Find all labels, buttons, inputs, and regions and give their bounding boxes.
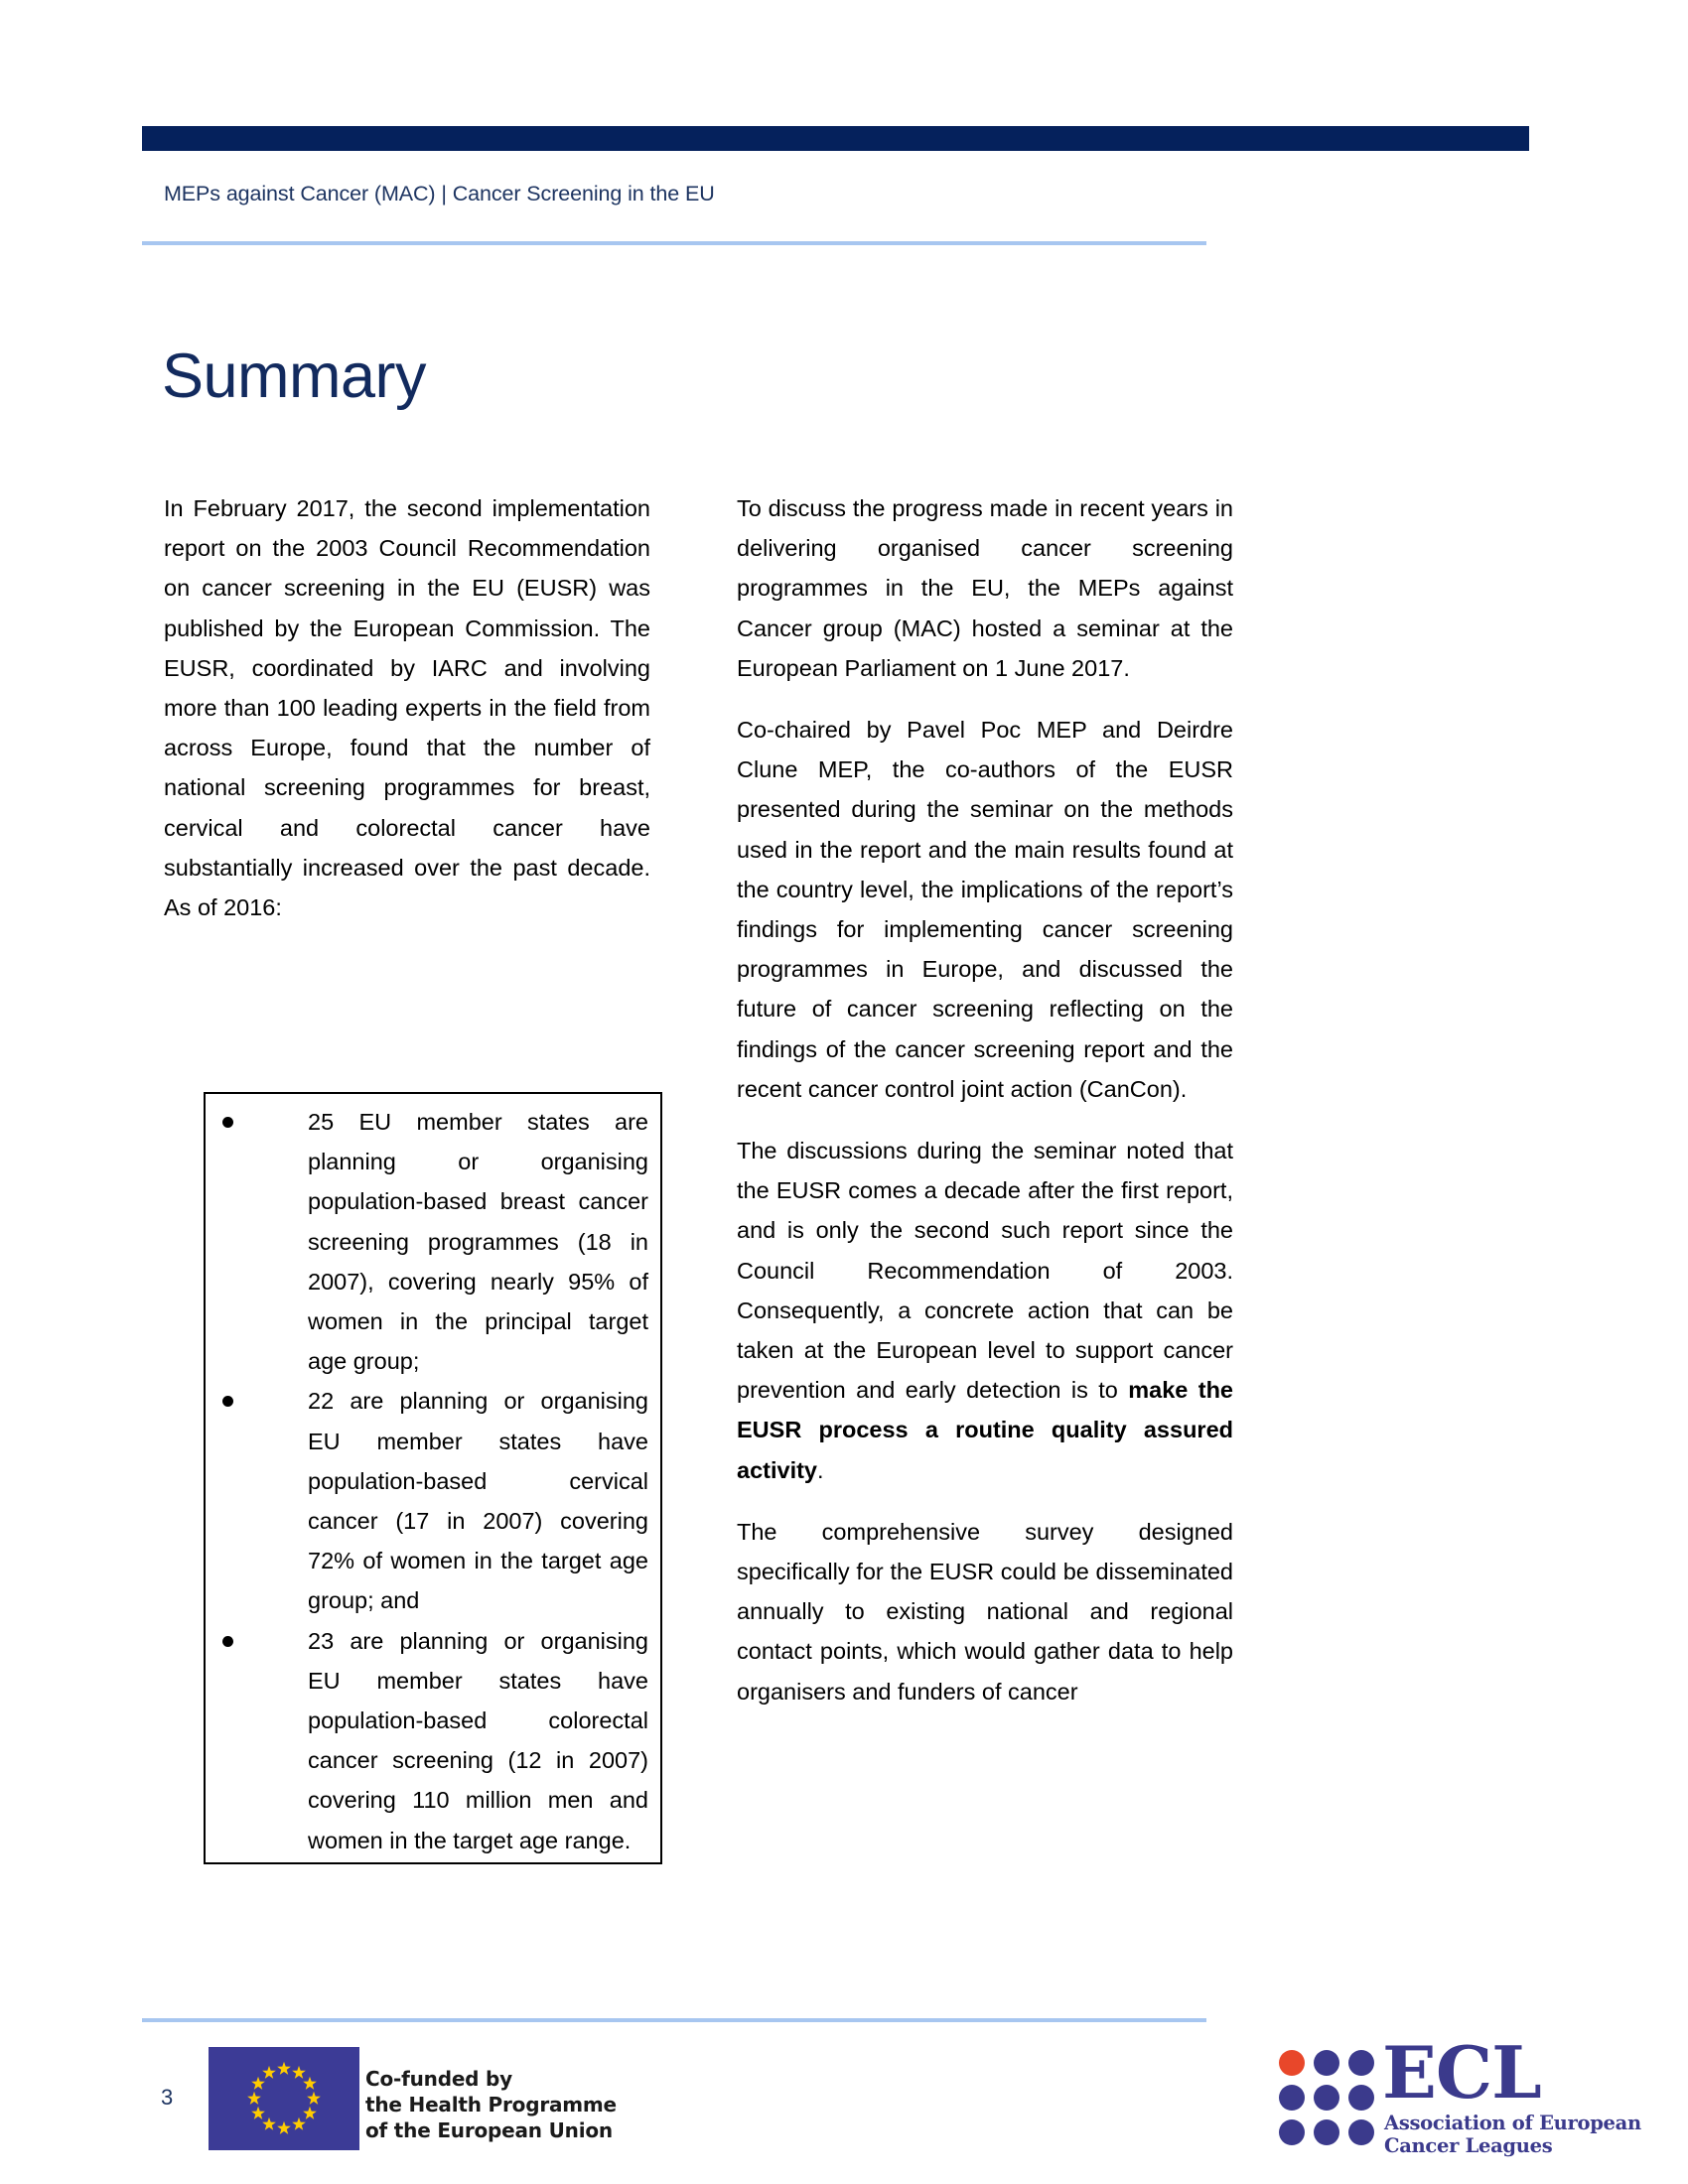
ecl-tagline-line-2: Cancer Leagues (1384, 2134, 1553, 2157)
ecl-tagline-line-1: Association of European (1384, 2112, 1641, 2134)
right-paragraph-2: Co-chaired by Pavel Poc MEP and Deirdre Clune MEP, the co-authors of the EUSR presented during the seminar on the methods used in the report and the main results found at the country level, the implications of the report’s findings for implementing cancer screening programmes in Europe, and discussed the future of cancer screening reflecting on the findings of the cancer screening report and the recent cancer control joint action (CanCon). (737, 717, 1233, 1102)
right-paragraph-4: The comprehensive survey designed specifically for the EUSR could be disseminated annually to existing national and regional contact points, which would gather data to help organisers and funders of cancer (737, 1518, 1233, 1705)
left-column (164, 488, 650, 927)
right-column (737, 488, 1233, 1711)
breadcrumb: MEPs against Cancer (MAC) | Cancer Screening in the EU (164, 182, 715, 205)
ecl-dot (1348, 2085, 1374, 2111)
right-paragraph-3 (737, 1131, 1233, 1490)
list-item-text: 23 are planning or organising EU member states have population-based colorectal cancer screening (12 in 2007) covering 110 million men and women in the target age range. (308, 1627, 648, 1853)
ecl-logo (1279, 2030, 1641, 2157)
ecl-wordmark: ECL (1382, 2030, 1541, 2115)
bullet-dot-icon (222, 1636, 233, 1647)
eu-funding-line-3: of the European Union (365, 2118, 613, 2142)
ecl-dot-grid-icon (1279, 2050, 1374, 2145)
list-item-text: 22 are planning or organising EU member states have population-based cervical cancer (17 in 2007) covering 72% of women in the target age group; and (308, 1388, 648, 1614)
footer-divider (142, 2018, 1206, 2022)
ecl-dot (1314, 2050, 1339, 2076)
eu-flag-logo (209, 2047, 359, 2150)
ecl-dot (1348, 2050, 1374, 2076)
ecl-tagline (1384, 2112, 1641, 2157)
page-title: Summary (162, 341, 427, 411)
header-accent-bar (142, 126, 1529, 151)
key-figures-box (204, 1092, 662, 1864)
ecl-dot (1314, 2119, 1339, 2145)
eu-funding-line-1: Co-funded by (365, 2067, 513, 2091)
list-item (206, 1102, 660, 1381)
list-item (206, 1621, 660, 1860)
right-paragraph-3-tail: . (817, 1456, 824, 1483)
eu-stars-icon (209, 2047, 359, 2150)
ecl-dot (1348, 2119, 1374, 2145)
header-divider (142, 241, 1206, 245)
key-figures-list (206, 1102, 660, 1860)
left-paragraph-1: In February 2017, the second implementation report on the 2003 Council Recommendation on cancer screening in the EU (EUSR) was published by the European Commission. The EUSR, coordinated by IARC and involving more than 100 leading experts in the field from across Europe, found that the number of national screening programmes for breast, cervical and colorectal cancer have substantially increased over the past decade. As of 2016: (164, 495, 650, 921)
eu-funding-line-2: the Health Programme (365, 2093, 617, 2116)
list-item (206, 1381, 660, 1620)
ecl-dot (1314, 2085, 1339, 2111)
eu-funding-statement (365, 2066, 617, 2143)
bullet-dot-icon (222, 1117, 233, 1128)
ecl-dot (1279, 2085, 1305, 2111)
list-item-text: 25 EU member states are planning or organising population-based breast cancer screening programmes (18 in 2007), covering nearly 95% of women in the principal target age group; (308, 1109, 648, 1375)
bullet-dot-icon (222, 1396, 233, 1407)
right-paragraph-1: To discuss the progress made in recent years in delivering organised cancer screening programmes in the EU, the MEPs against Cancer group (MAC) hosted a seminar at the European Parliament on 1 June 2017. (737, 495, 1233, 681)
page-number: 3 (161, 2085, 174, 2110)
ecl-dot-highlight (1279, 2050, 1305, 2076)
right-paragraph-3-emphasis: make the EUSR process a routine quality assured activity (737, 1377, 1233, 1483)
ecl-dot (1279, 2119, 1305, 2145)
right-paragraph-3-lead: The discussions during the seminar noted that the EUSR comes a decade after the first report, and is only the second such report since the Council Recommendation of 2003. Consequently, a concrete action that can be taken at the European level to support cancer prevention and early detection is to (737, 1138, 1233, 1404)
